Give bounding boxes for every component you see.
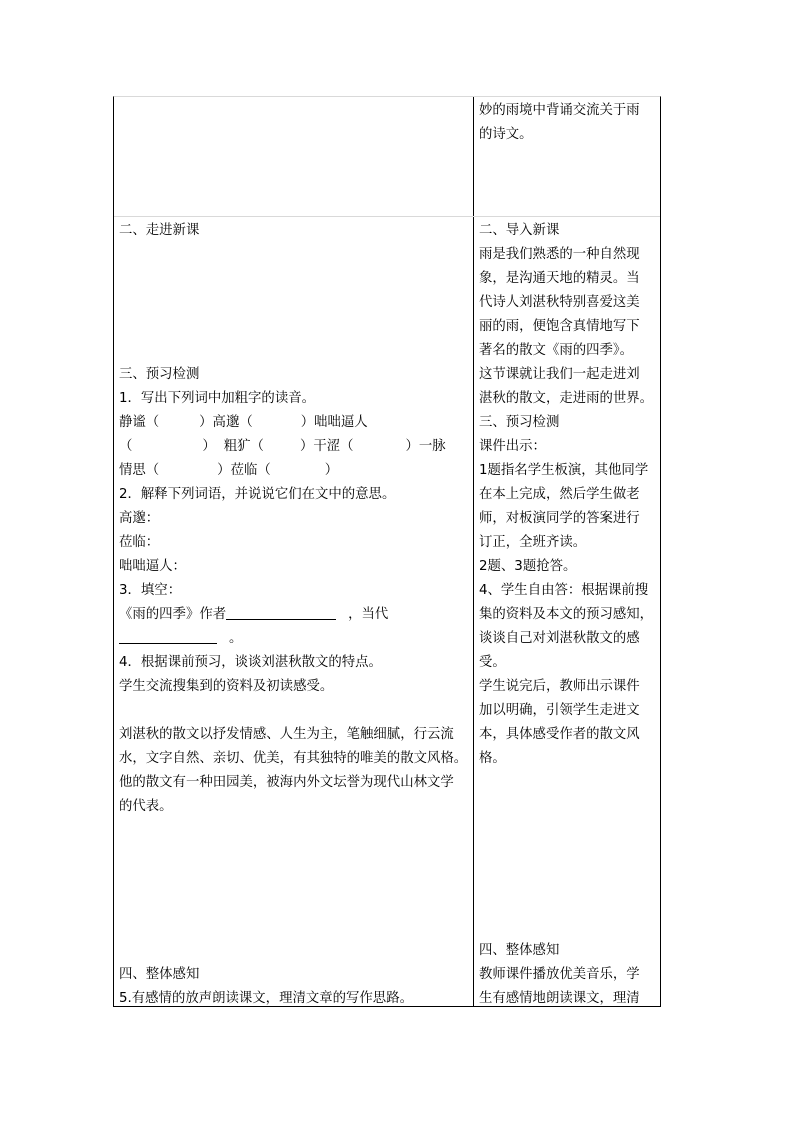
right-top-cell <box>474 97 660 216</box>
question-4: 4．根据课前预习，谈谈刘湛秋散文的特点。 <box>119 655 382 670</box>
q2-item: 高邈： <box>119 511 160 526</box>
section-heading: 三、预习检测 <box>119 367 200 382</box>
text-line: 生有感情地朗读课文，理清 <box>479 991 640 1006</box>
section-heading: 二、导入新课 <box>479 223 560 238</box>
text-line: 2题、3题抢答。 <box>479 559 577 574</box>
question-1: 1．写出下列词中加粗字的读音。 <box>119 391 315 406</box>
paragraph-line: 的代表。 <box>119 799 173 814</box>
right-bottom-cell <box>474 217 660 1007</box>
spacer <box>119 819 473 963</box>
text-line: 师，对板演同学的答案进行 <box>479 511 640 526</box>
text-line: 课件出示： <box>479 439 546 454</box>
section-heading: 二、走进新课 <box>119 223 200 238</box>
q3-line-1: 《雨的四季》作者 ，当代 <box>119 607 389 622</box>
text-line: 4、学生自由答：根据课前搜 <box>479 583 649 598</box>
text-line: 学生说完后，教师出示课件 <box>479 679 640 694</box>
question-5: 5.有感情的放声朗读课文，理清文章的写作思路。 <box>119 991 413 1006</box>
text-line: 雨是我们熟悉的一种自然现 <box>479 247 640 262</box>
paragraph-line: 水，文字自然、亲切、优美，有其独特的唯美的散文风格。 <box>119 751 468 766</box>
text-line: 的诗文。 <box>479 127 533 142</box>
text-line: 代诗人刘湛秋特别喜爱这美 <box>479 295 640 310</box>
q1-line-2: （ ） 粗犷（ ）干涩（ ）一脉 <box>119 439 446 454</box>
q2-item: 莅临： <box>119 535 160 550</box>
spacer <box>119 243 473 363</box>
text-line: 湛秋的散文，走进雨的世界。 <box>479 391 654 406</box>
spacer <box>479 771 660 939</box>
text-line: 教师课件播放优美音乐，学 <box>479 967 640 982</box>
q1-line-3: 情思（ ）莅临（ ） <box>119 463 339 478</box>
q1-line-1: 静谧（ ）高邈（ ）咄咄逼人 <box>119 415 368 430</box>
section-heading: 四、整体感知 <box>119 967 200 982</box>
text-line: 订正，全班齐读。 <box>479 535 587 550</box>
question-2: 2．解释下列词语，并说说它们在文中的意思。 <box>119 487 396 502</box>
text-line: 集的资料及本文的预习感知， <box>479 607 654 622</box>
text-line: 1题指名学生板演，其他同学 <box>479 463 649 478</box>
text-line: 加以明确，引领学生走进文 <box>479 703 640 718</box>
left-bottom-cell <box>114 217 473 1007</box>
text-line: 在本上完成，然后学生做老 <box>479 487 640 502</box>
text-line: 受。 <box>479 655 506 670</box>
section-heading: 三、预习检测 <box>479 415 560 430</box>
text-line: 著名的散文《雨的四季》。 <box>479 343 633 358</box>
paragraph-line: 他的散文有一种田园美，被海内外文坛誉为现代山林文学 <box>119 775 454 790</box>
fill-blank <box>119 629 217 644</box>
q3-line-2: 。 <box>119 627 473 651</box>
text-line: 丽的雨，便饱含真情地写下 <box>479 319 640 334</box>
text-line: 象，是沟通天地的精灵。当 <box>479 271 640 286</box>
text-line: 这节课就让我们一起走进刘 <box>479 367 640 382</box>
text-line: 格。 <box>479 751 506 766</box>
paragraph-line: 刘湛秋的散文以抒发情感、人生为主，笔触细腻，行云流 <box>119 727 454 742</box>
lesson-plan-table <box>113 96 661 1007</box>
question-3: 3．填空： <box>119 583 182 598</box>
fill-blank <box>226 605 336 620</box>
text-line: 本，具体感受作者的散文风 <box>479 727 640 742</box>
text-line: 谈谈自己对刘湛秋散文的感 <box>479 631 640 646</box>
left-top-cell <box>114 97 473 216</box>
section-heading: 四、整体感知 <box>479 943 560 958</box>
q4-note: 学生交流搜集到的资料及初读感受。 <box>119 679 334 694</box>
q2-item: 咄咄逼人： <box>119 559 186 574</box>
spacer <box>119 699 473 723</box>
text-line: 妙的雨境中背诵交流关于雨 <box>479 103 640 118</box>
